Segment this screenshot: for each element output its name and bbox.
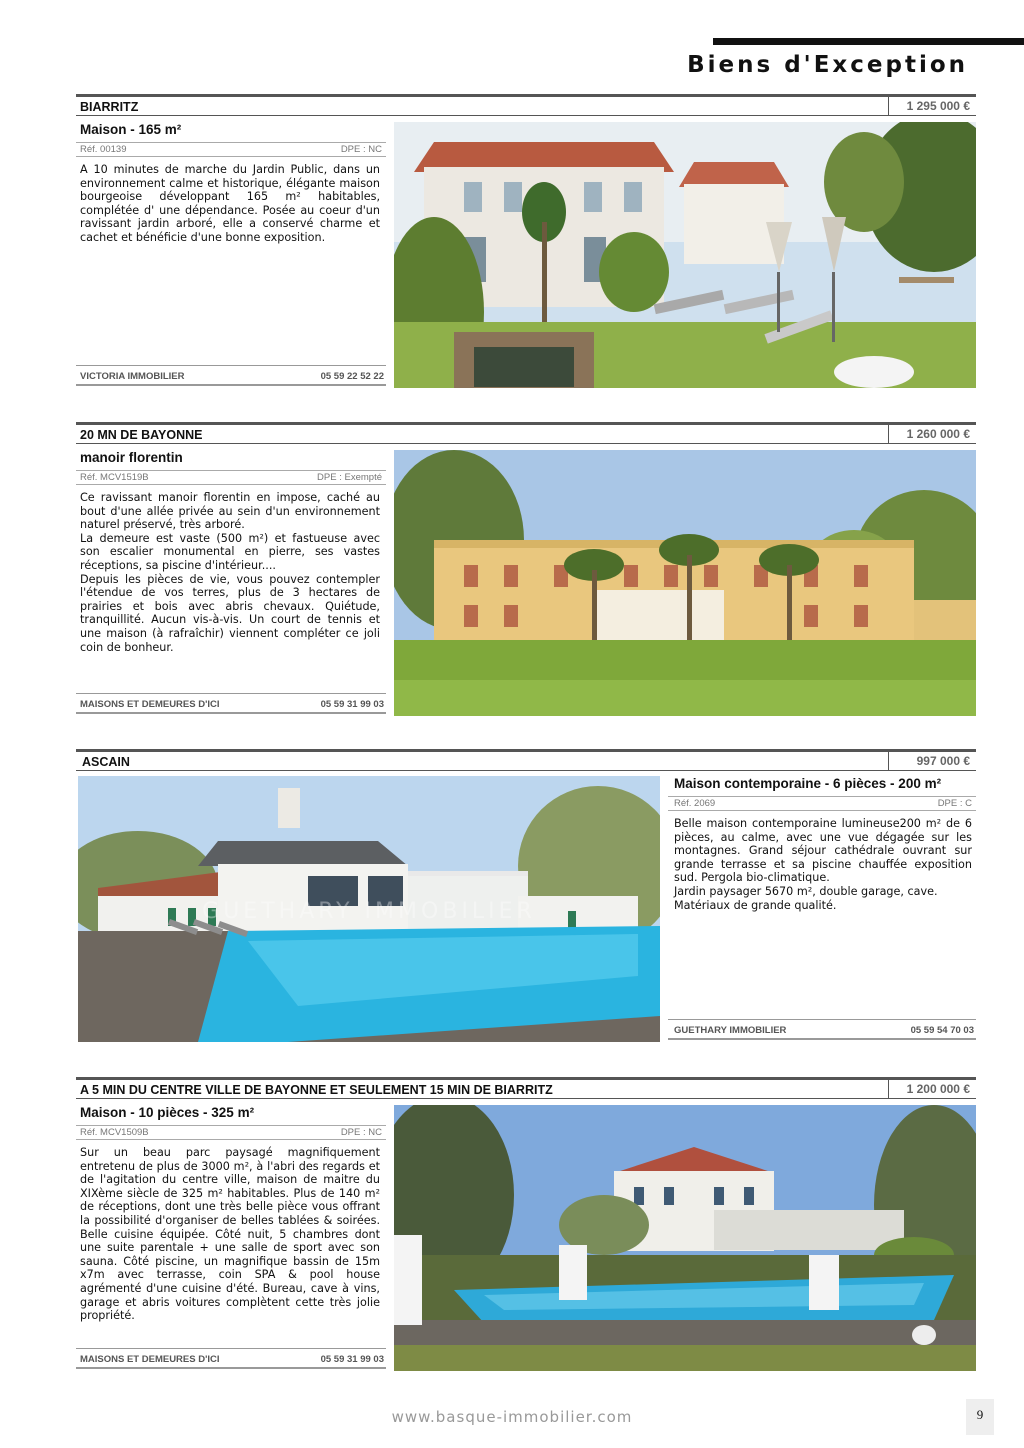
agency-phone: 05 59 31 99 03 [320, 699, 384, 710]
listing-info [668, 776, 976, 1042]
listing-location: BIARRITZ [80, 100, 139, 114]
listing-header [76, 94, 976, 116]
listing-location: 20 MN DE BAYONNE [80, 428, 203, 442]
listing-meta [668, 796, 976, 811]
listing-location: ASCAIN [82, 755, 130, 769]
agency-phone: 05 59 22 52 22 [320, 371, 384, 382]
property-photo [394, 1105, 976, 1371]
listing-description: Ce ravissant manoir florentin en impose, caché au bout d'une allée privée au sein d'un environnement naturel préservé, très arboré. La demeure est vaste (500 m²) et fastueuse avec son escalier monumental en pierre, ses vastes réceptions, sa piscine d'intérieur.... Depuis les pièces de vie, vous pouvez contempler l'étendue de vos terres, plus de 3 hectares de prairies et bois avec abris chevaux. Quiétude, tranquillité. Aucun vis-à-vis. Un court de tennis et une maison (à rafraîchir) viennent compléter ce joli coin de bonheur. [80, 491, 380, 654]
page-title: Biens d'Exception [687, 52, 968, 78]
listing-bayonne-manoir [76, 422, 976, 718]
property-photo [394, 450, 976, 716]
property-photo [394, 122, 976, 388]
listing-price: 1 295 000 € [888, 97, 976, 115]
listing-dpe: DPE : C [937, 798, 972, 809]
agency-name: VICTORIA IMMOBILIER [80, 371, 185, 382]
listing-title: Maison - 10 pièces - 325 m² [80, 1105, 255, 1120]
listing-header [76, 1077, 976, 1099]
listing-ascain [76, 749, 976, 1045]
listing-ref: Réf. 00139 [80, 144, 127, 155]
listing-info [76, 1105, 386, 1371]
listing-price: 1 260 000 € [888, 425, 976, 443]
listing-header [76, 422, 976, 444]
listing-info [76, 122, 386, 388]
agency-name: GUETHARY IMMOBILIER [674, 1025, 787, 1036]
listing-ref: Réf. MCV1519B [80, 472, 149, 483]
listing-agency [76, 693, 386, 714]
listing-dpe: DPE : NC [340, 1127, 382, 1138]
photo-watermark: GUETHARY IMMOBILIER [202, 899, 536, 924]
listing-title: manoir florentin [80, 450, 183, 465]
listing-ref: Réf. MCV1509B [80, 1127, 149, 1138]
listing-dpe: DPE : Exempté [317, 472, 382, 483]
photo-villa-garden [394, 122, 976, 388]
listing-description: A 10 minutes de marche du Jardin Public, dans un environnement calme et historique, élégante maison bourgeoise développant 165 m² habitables, complétée d' une dépendance. Posée au coeur d'un ravissant jardin arboré, elle a conservé charme et cachet et bénéficie d'une bonne exposition. [80, 163, 380, 244]
photo-park-pool [394, 1105, 976, 1371]
listing-ref: Réf. 2069 [674, 798, 716, 809]
listing-header [76, 749, 976, 771]
photo-contemporary-pool [78, 776, 660, 1042]
listing-location: A 5 MIN DU CENTRE VILLE DE BAYONNE ET SEULEMENT 15 MIN DE BIARRITZ [80, 1083, 553, 1097]
listing-title: Maison contemporaine - 6 pièces - 200 m² [674, 776, 942, 791]
listing-bayonne-maison [76, 1077, 976, 1373]
listing-description: Sur un beau parc paysagé magnifiquement entretenu de plus de 3000 m², à l'abri des regards et de l'agitation du centre ville, maison de maitre du XIXème siècle de 325 m² habitables. Plus de 140 m² de réceptions, dont une très belle pièce vous offrant la possibilité d'organiser de belles tablées & soirées. Belle cuisine équipée. Côté nuit, 5 chambres dont une suite parentale + une salle de sport avec son sauna. Côté piscine, un magnifique bassin de 15m x7m avec terrasse, coin SPA & pool house agrémenté d'une cuisine d'été. Bureau, cave à vins, garage et abris voitures complètent cette très jolie propriété. [80, 1146, 380, 1323]
property-photo [78, 776, 660, 1042]
listing-price: 1 200 000 € [888, 1080, 976, 1098]
listing-price: 997 000 € [888, 752, 976, 770]
agency-name: MAISONS ET DEMEURES D'ICI [80, 699, 220, 710]
listing-meta [76, 470, 386, 485]
agency-phone: 05 59 54 70 03 [910, 1025, 974, 1036]
listing-agency [668, 1019, 976, 1040]
listing-agency [76, 365, 386, 386]
agency-name: MAISONS ET DEMEURES D'ICI [80, 1354, 220, 1365]
listing-meta [76, 1125, 386, 1140]
listing-title: Maison - 165 m² [80, 122, 182, 137]
photo-manor-lawn [394, 450, 976, 716]
listing-agency [76, 1348, 386, 1369]
header-accent-bar [713, 38, 1024, 45]
listing-description: Belle maison contemporaine lumineuse200 m² de 6 pièces, au calme, avec une vue dégagée sur les montagnes. Grand séjour cathédrale ouvrant sur grande terrasse et sa piscine chauffée exposition sud. Pergola bio-climatique. Jardin paysager 5670 m², double garage, cave. Matériaux de grande qualité. [674, 817, 972, 912]
listing-info [76, 450, 386, 716]
page-number: 9 [966, 1399, 994, 1435]
listing-biarritz [76, 94, 976, 390]
listing-meta [76, 142, 386, 157]
footer-website-url[interactable]: www.basque-immobilier.com [391, 1408, 633, 1426]
agency-phone: 05 59 31 99 03 [320, 1354, 384, 1365]
listing-dpe: DPE : NC [340, 144, 382, 155]
